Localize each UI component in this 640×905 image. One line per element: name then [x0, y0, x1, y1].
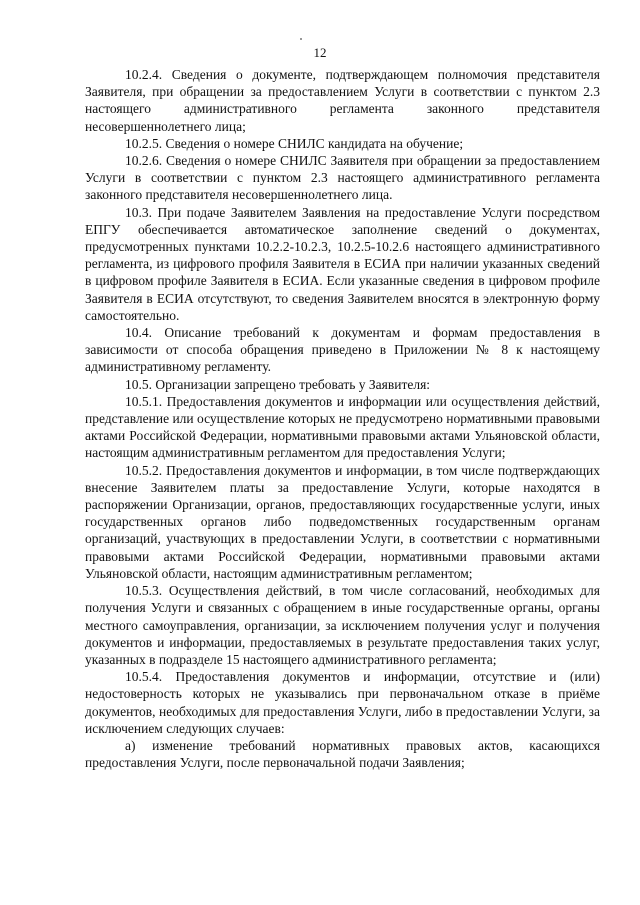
paragraph-10-4: 10.4. Описание требований к документам и формам предоставления в зависимости от способа обращения приведено в Приложении № 8 к настоящему административному регламенту. [85, 325, 600, 375]
document-body [85, 66, 600, 771]
scan-speck [300, 38, 302, 40]
paragraph-10-5-3: 10.5.3. Осуществления действий, в том числе согласований, необходимых для получения Услуги и связанных с обращением в иные государственные органы, органы местного самоуправления, организации, за исключением получения услуг и получения документов и информации, предоставляемых в результате предоставления таких услуг, указанных в подразделе 15 настоящего административного регламента; [85, 583, 600, 667]
page-number: 12 [313, 45, 327, 60]
paragraph-10-3: 10.3. При подаче Заявителем Заявления на предоставление Услуги посредством ЕПГУ обеспечивается автоматическое заполнение сведений о документах, предусмотренных пунктами 10.2.2-10.2.3, 10.2.5-10.2.6 настоящего административного регламента, из цифрового профиля Заявителя в ЕСИА при наличии указанных сведений в цифровом профиле Заявителя в ЕСИА. Если указанные сведения в цифровом профиле Заявителя в ЕСИА отсутствуют, то сведения Заявителем вносятся в электронную форму самостоятельно. [85, 204, 600, 323]
paragraph-10-5-1: 10.5.1. Предоставления документов и информации или осуществления действий, представление или осуществление которых не предусмотрено нормативными правовыми актами Российской Федерации, нормативными правовыми актами Ульяновской области, настоящим административным регламентом для предоставления Услуги; [85, 393, 600, 461]
paragraph-10-5-4-a: а) изменение требований нормативных правовых актов, касающихся предоставления Услуги, после первоначальной подачи Заявления; [85, 737, 600, 771]
paragraph-10-2-6: 10.2.6. Сведения о номере СНИЛС Заявителя при обращении за предоставлением Услуги в соответствии с пунктом 2.3 настоящего административного регламента законного представителя несовершеннолетнего лица. [85, 153, 600, 203]
paragraph-10-5: 10.5. Организации запрещено требовать у Заявителя: [125, 376, 431, 392]
paragraph-10-5-4: 10.5.4. Предоставления документов и информации, отсутствие и (или) недостоверность которых не указывались при первоначальном отказе в приёме документов, необходимых для предоставления Услуги, либо в предоставлении Услуги, за исключением следующих случаев: [85, 669, 600, 736]
paragraph-10-5-2: 10.5.2. Предоставления документов и информации, в том числе подтверждающих внесение Заявителем платы за предоставление Услуги, которые находятся в распоряжении Организации, органов, предоставляющих государственные услуги, иных государственных органов либо подведомственных государственным органам организаций, участвующих в предоставлении Услуги, в соответствии с нормативными правовыми актами Российской Федерации, нормативными правовыми актами Ульяновской области, настоящим административным регламентом; [85, 462, 600, 581]
paragraph-10-2-4: 10.2.4. Сведения о документе, подтверждающем полномочия представителя Заявителя, при обращении за предоставлением Услуги в соответствии с пунктом 2.3 настоящего административного регламента законного представителя несовершеннолетнего лица; [85, 67, 600, 134]
paragraph-10-2-5: 10.2.5. Сведения о номере СНИЛС кандидата на обучение; [125, 135, 464, 151]
